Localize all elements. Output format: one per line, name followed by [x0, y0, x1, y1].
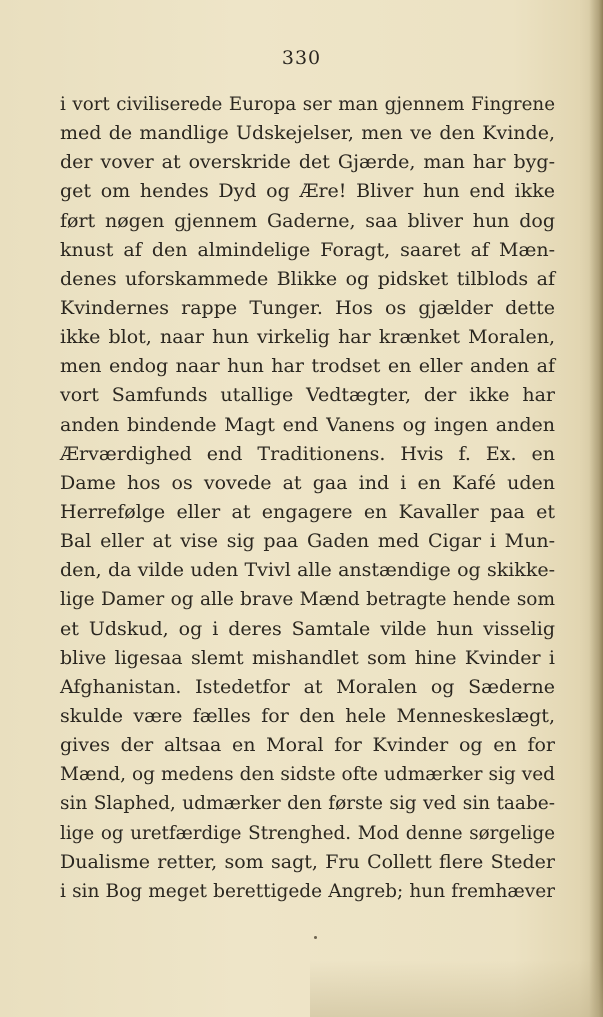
text-line: Dame hos os vovede at gaa ind i en Kafé uden: [60, 471, 555, 494]
text-line: Mænd, og medens den sidste ofte udmærker sig ved: [60, 764, 555, 786]
text-line: lige Damer og alle brave Mænd betragte hende som: [60, 589, 555, 611]
text-line: Kvindernes rappe Tunger. Hos os gjælder dette: [60, 296, 555, 319]
ink-speck: [314, 936, 317, 939]
text-line: vort Samfunds utallige Vedtægter, der ikke har: [60, 384, 555, 407]
text-line: sin Slaphed, udmærker den første sig ved sin taabe-: [60, 793, 555, 815]
page-number: 330: [281, 47, 322, 69]
text-line: lige og uretfærdige Strenghed. Mod denne sørgelige: [60, 822, 555, 844]
text-line: ført nøgen gjennem Gaderne, saa bliver hun dog: [60, 209, 555, 232]
text-line: ikke blot, naar hun virkelig har krænket Moralen,: [60, 326, 555, 349]
text-line: den, da vilde uden Tvivl alle anstændige og skikke-: [60, 559, 555, 582]
text-line: der vover at overskride det Gjærde, man har byg-: [60, 151, 555, 174]
text-line: blive ligesaa slemt mishandlet som hine Kvinder i: [60, 646, 555, 669]
text-line: knust af den almindelige Foragt, saaret af Mæn-: [60, 238, 555, 261]
text-line: Afghanistan. Istedetfor at Moralen og Sæderne: [60, 675, 555, 698]
text-line: i vort civiliserede Europa ser man gjennem Fingrene: [60, 94, 555, 115]
page-edge-shadow: [589, 0, 603, 1017]
text-line: men endog naar hun har trodset en eller anden af: [60, 355, 555, 378]
text-line: Ærværdighed end Traditionens. Hvis f. Ex. en: [60, 442, 555, 465]
text-line: denes uforskammede Blikke og pidsket tilblods af: [60, 267, 555, 290]
text-line: skulde være fælles for den hele Menneskeslægt,: [60, 704, 555, 727]
text-line: i sin Bog meget berettigede Angreb; hun fremhæver: [60, 880, 555, 902]
body-text: [60, 90, 555, 906]
page-bottom-shade: [310, 960, 603, 1017]
text-line: Dualisme retter, som sagt, Fru Collett flere Steder: [60, 850, 555, 873]
text-line: gives der altsaa en Moral for Kvinder og en for: [60, 734, 555, 757]
text-line: Bal eller at vise sig paa Gaden med Cigar i Mun-: [60, 530, 555, 553]
text-line: anden bindende Magt end Vanens og ingen anden: [60, 413, 555, 436]
text-line: et Udskud, og i deres Samtale vilde hun visselig: [60, 617, 555, 640]
text-line: Herrefølge eller at engagere en Kavaller paa et: [60, 500, 555, 523]
text-line: med de mandlige Udskejelser, men ve den Kvinde,: [60, 122, 555, 145]
text-line: get om hendes Dyd og Ære! Bliver hun end ikke: [60, 180, 555, 203]
